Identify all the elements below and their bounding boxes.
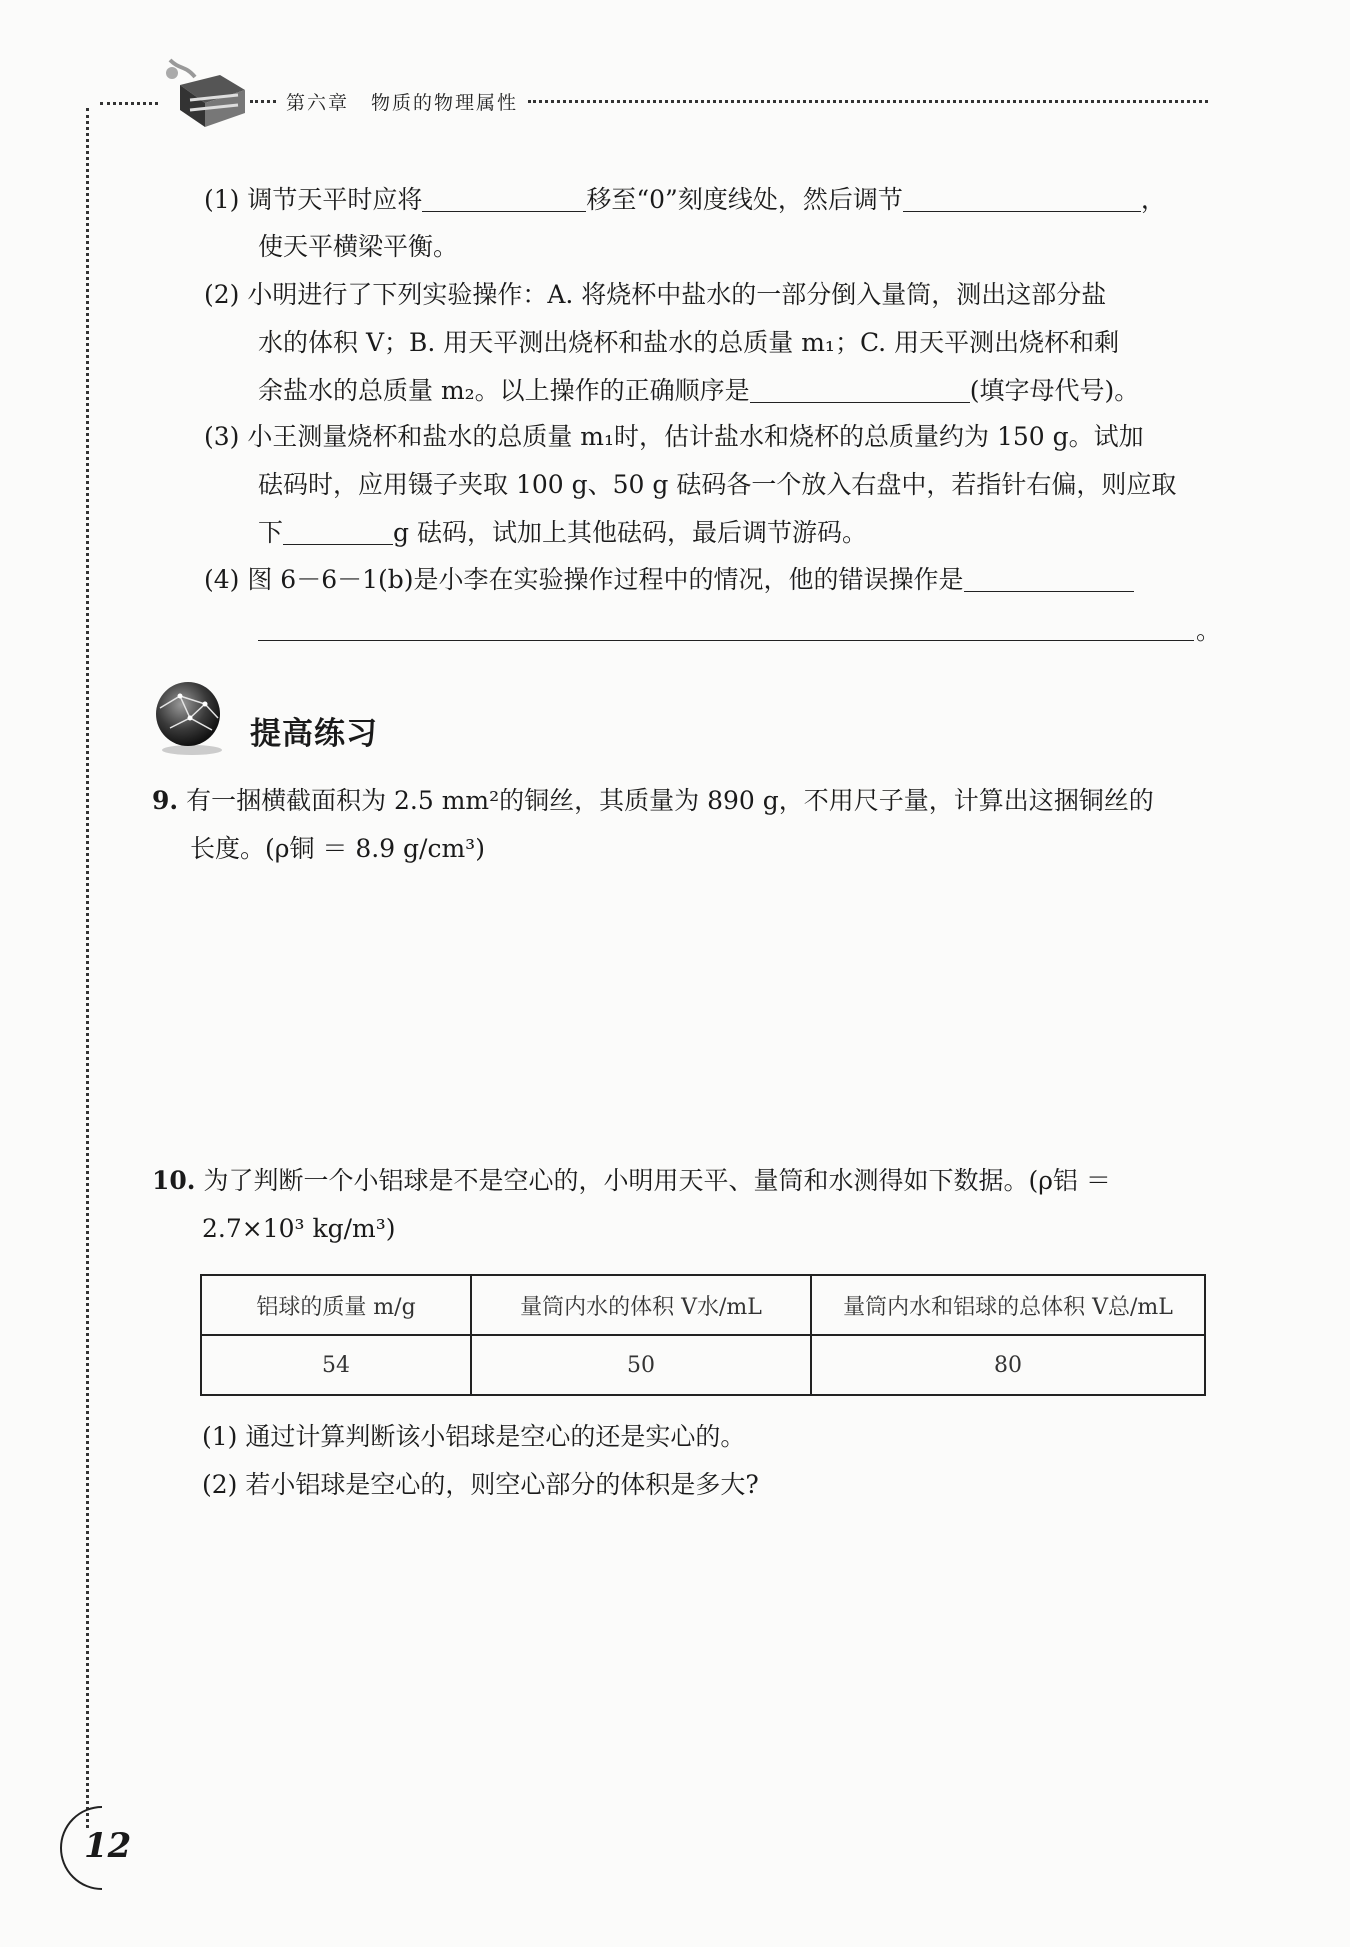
q8-part2-line1: (2) 小明进行了下列实验操作：A. 将烧杯中盐水的一部分倒入量筒，测出这部分盐 <box>204 280 1107 309</box>
q9-line2: 长度。(ρ铜 ＝ 8.9 g/cm³) <box>190 834 485 863</box>
q9-line1: 9. 有一捆横截面积为 2.5 mm²的铜丝，其质量为 890 g，不用尺子量，计算出这捆铜丝的 <box>152 786 1154 815</box>
chapter-label: 第六章 <box>286 92 350 114</box>
running-header <box>286 88 540 115</box>
table-header-cell: 铝球的质量 m/g <box>201 1275 471 1335</box>
q8-part3-line3: 下 g 砝码，试加上其他砝码，最后调节游码。 <box>258 518 867 547</box>
q8-part4-end: 。 <box>1196 616 1222 645</box>
table-row <box>201 1335 1205 1395</box>
answer-blank[interactable] <box>283 519 393 545</box>
answer-blank-long[interactable] <box>258 640 1194 641</box>
header-dotted-rule <box>528 100 1208 103</box>
q8-part3-line2: 砝码时，应用镊子夹取 100 g、50 g 砝码各一个放入右盘中，若指针右偏，则应取 <box>258 470 1177 499</box>
header-dotted-rule <box>100 102 158 105</box>
q8-part1-line1: (1) 调节天平时应将 移至“0”刻度线处，然后调节 ， <box>204 185 1166 214</box>
q10-line2: 2.7×10³ kg/m³) <box>202 1214 396 1243</box>
chapter-logo-icon <box>150 55 250 135</box>
answer-blank[interactable] <box>750 377 970 403</box>
q10-sub1: (1) 通过计算判断该小铝球是空心的还是实心的。 <box>202 1422 746 1451</box>
section-title: 提高练习 <box>250 716 378 752</box>
q8-part2-line3: 余盐水的总质量 m₂。以上操作的正确顺序是 (填字母代号)。 <box>258 376 1140 405</box>
data-table <box>200 1274 1206 1396</box>
question-number: 9. <box>152 786 179 815</box>
table-header-cell: 量筒内水的体积 V水/mL <box>471 1275 811 1335</box>
q8-part1-line2: 使天平横梁平衡。 <box>258 232 459 261</box>
q8-part3-line1: (3) 小王测量烧杯和盐水的总质量 m₁时，估计盐水和烧杯的总质量约为 150 g。试加 <box>204 422 1144 451</box>
q10-line1: 10. 为了判断一个小铝球是不是空心的，小明用天平、量筒和水测得如下数据。(ρ铝 ＝ <box>152 1166 1111 1195</box>
q8-part4-line1: (4) 图 6－6－1(b)是小李在实验操作过程中的情况，他的错误操作是 <box>204 566 1134 592</box>
table-header-row <box>201 1275 1205 1335</box>
answer-blank[interactable] <box>903 186 1141 212</box>
table-cell: 80 <box>811 1335 1205 1395</box>
table-header-cell: 量筒内水和铝球的总体积 V总/mL <box>811 1275 1205 1335</box>
question-number: 10. <box>152 1166 196 1195</box>
globe-icon <box>150 678 230 758</box>
chapter-title: 物质的物理属性 <box>371 92 519 114</box>
margin-dotted-rule <box>86 108 89 1828</box>
q8-part2-line2: 水的体积 V；B. 用天平测出烧杯和盐水的总质量 m₁；C. 用天平测出烧杯和剩 <box>258 328 1120 357</box>
answer-blank[interactable] <box>422 186 586 212</box>
table-cell: 50 <box>471 1335 811 1395</box>
header-dotted-rule <box>250 100 276 103</box>
answer-blank[interactable] <box>964 566 1134 592</box>
page-number: 12 <box>84 1826 132 1866</box>
table-cell: 54 <box>201 1335 471 1395</box>
q10-sub2: (2) 若小铝球是空心的，则空心部分的体积是多大? <box>202 1470 759 1499</box>
